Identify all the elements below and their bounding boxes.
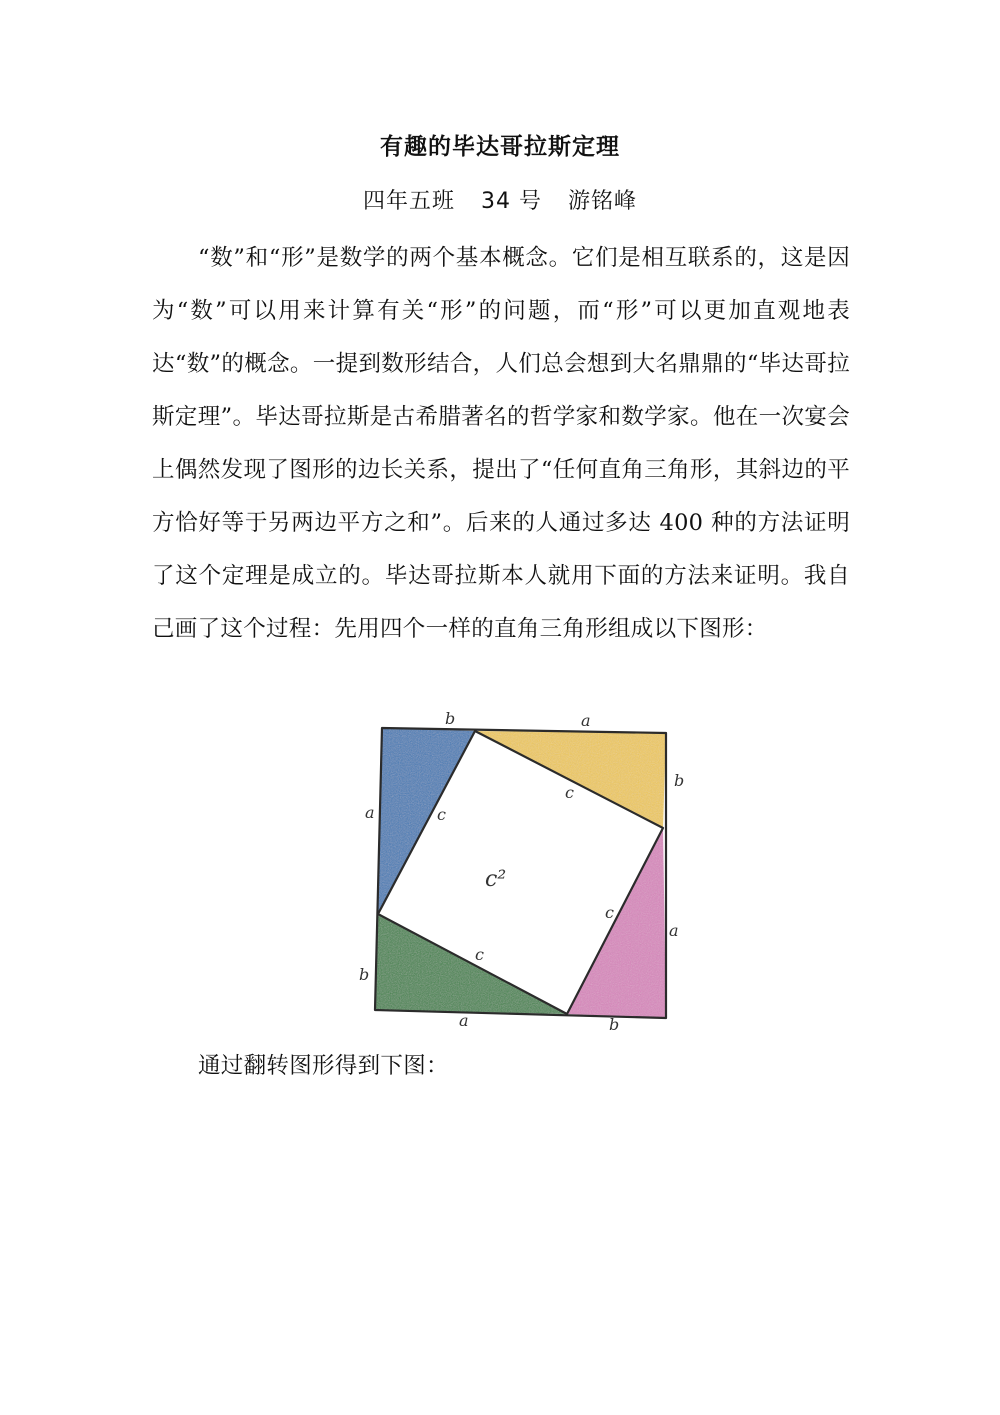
body-paragraph: “数”和“形”是数学的两个基本概念。它们是相互联系的，这是因为“数”可以用来计算有关“形”的问题，而“形”可以更加直观地表达“数”的概念。一提到数形结合，人们总会想到大名鼎鼎的“毕达哥拉斯定理”。毕达哥拉斯是古希腊著名的哲学家和数学家。他在一次宴会上偶然发现了图形的边长关系，提出了“任何直角三角形，其斜边的平方恰好等于另两边平方之和”。后来的人通过多达 400 种的方法证明了这个定理是成立的。毕达哥拉斯本人就用下面的方法来证明。我自己画了这个过程：先用四个一样的直角三角形组成以下图形： (152, 245, 850, 642)
label-hyp-top-c: c (565, 783, 574, 802)
pink-triangle (567, 828, 666, 1018)
byline (0, 184, 1000, 215)
label-bottom-right-b: b (609, 1015, 620, 1030)
label-top-right-a: a (581, 711, 591, 730)
label-hyp-right-c: c (605, 903, 614, 922)
label-bottom-left-a: a (459, 1011, 469, 1030)
label-center-c-squared: c² (485, 867, 507, 892)
label-right-lower-a: a (669, 921, 679, 940)
figure-caption: 通过翻转图形得到下图： (198, 1053, 449, 1079)
label-left-lower-b: b (359, 965, 370, 984)
label-hyp-bottom-c: c (475, 945, 484, 964)
label-top-left-b: b (445, 709, 456, 728)
label-left-upper-a: a (365, 803, 375, 822)
label-hyp-left-c: c (437, 805, 446, 824)
byline-author: 游铭峰 (568, 189, 638, 214)
label-right-upper-b: b (674, 771, 685, 790)
byline-class: 四年五班 (362, 189, 455, 214)
byline-number: 34 号 (481, 189, 542, 214)
page-title: 有趣的毕达哥拉斯定理 (380, 134, 620, 160)
pythagoras-drawing (355, 700, 685, 1030)
